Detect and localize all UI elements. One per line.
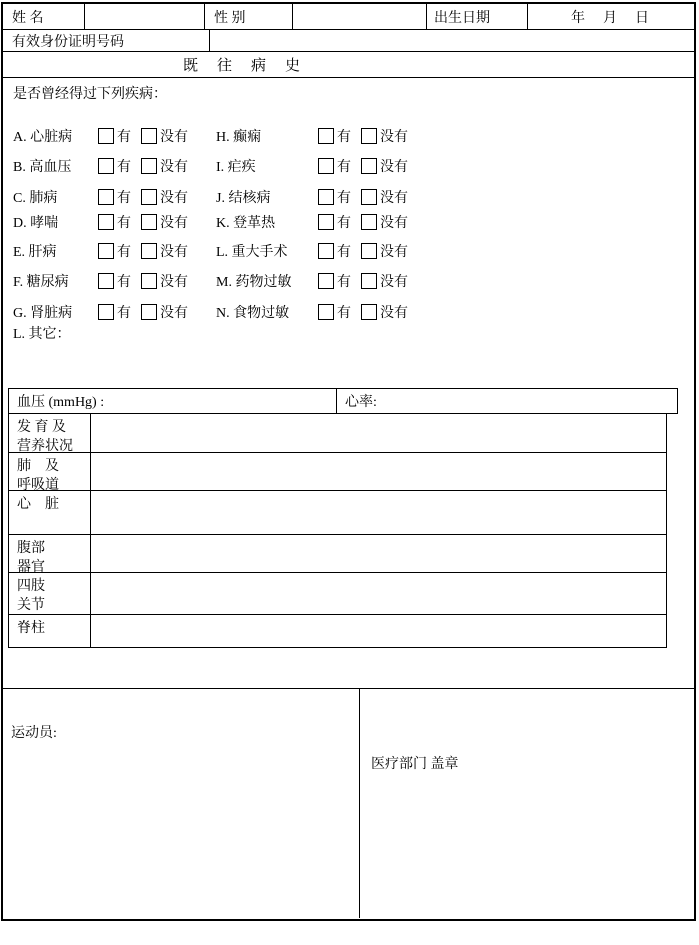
name-input-cell[interactable] [85, 4, 205, 29]
gender-label: 性 别 [214, 10, 246, 26]
exam-value-development[interactable] [91, 414, 666, 452]
disease-f-checkbox-group [98, 271, 216, 291]
exam-label-limbs [9, 573, 91, 614]
id-input-cell[interactable] [210, 30, 694, 51]
exam-label-line1: 脊柱 [17, 621, 45, 636]
disease-b-label: B. 高血压 [13, 160, 72, 175]
exam-row-heart [9, 491, 666, 535]
disease-d-label: D. 哮喘 [13, 216, 59, 231]
yes-label: 有 [117, 160, 131, 175]
disease-a-label: A. 心脏病 [13, 130, 73, 145]
header-row-1 [3, 4, 694, 30]
exam-label-line1: 肺 及 [17, 459, 59, 474]
exam-label-line1: 腹部 [17, 541, 45, 556]
athlete-signature-cell[interactable] [3, 689, 360, 918]
disease-a-no-checkbox[interactable] [141, 128, 157, 144]
disease-h-no-checkbox[interactable] [361, 128, 377, 144]
id-label: 有效身份证明号码 [12, 34, 124, 50]
exam-value-heart[interactable] [91, 491, 666, 534]
yes-label: 有 [337, 160, 351, 175]
exam-label-heart [9, 491, 91, 534]
name-label-cell [3, 4, 85, 29]
exam-label-abdomen [9, 535, 91, 575]
no-label: 没有 [380, 130, 408, 145]
disease-a-checkbox-group [98, 126, 216, 146]
gender-label-cell [205, 4, 293, 29]
disease-i-label: I. 疟疾 [216, 160, 256, 175]
disease-h-yes-checkbox[interactable] [318, 128, 334, 144]
disease-d-no-checkbox[interactable] [141, 214, 157, 230]
disease-h-label: H. 癫痫 [216, 130, 262, 145]
dob-label-cell [427, 4, 528, 29]
yes-label: 有 [117, 245, 131, 260]
exam-value-spine[interactable] [91, 615, 666, 647]
disease-c-no-checkbox[interactable] [141, 189, 157, 205]
disease-row-b-i [13, 157, 408, 175]
yes-label: 有 [117, 275, 131, 290]
disease-b-checkbox-group [98, 156, 216, 176]
disease-e-no-checkbox[interactable] [141, 243, 157, 259]
dob-label: 出生日期 [434, 10, 490, 26]
no-label: 没有 [380, 245, 408, 260]
yes-label: 有 [337, 130, 351, 145]
blood-pressure-label: 血压 (mmHg) : [17, 395, 105, 410]
disease-row-c-j [13, 188, 408, 206]
disease-l-checkbox-group [318, 241, 408, 261]
yes-label: 有 [337, 191, 351, 206]
exam-value-lungs[interactable] [91, 453, 666, 490]
no-label: 没有 [380, 275, 408, 290]
disease-m-checkbox-group [318, 271, 408, 291]
disease-n-no-checkbox[interactable] [361, 304, 377, 320]
no-label: 没有 [380, 216, 408, 231]
yes-label: 有 [117, 130, 131, 145]
exam-label-line1: 发 育 及 [17, 420, 66, 435]
disease-g-checkbox-group [98, 302, 216, 322]
exam-value-limbs[interactable] [91, 573, 666, 614]
vitals-table [8, 388, 678, 414]
exam-label-line2: 器官 [17, 560, 45, 575]
yes-label: 有 [337, 216, 351, 231]
disease-m-label: M. 药物过敏 [216, 275, 292, 290]
disease-e-checkbox-group [98, 241, 216, 261]
disease-d-yes-checkbox[interactable] [98, 214, 114, 230]
yes-label: 有 [117, 306, 131, 321]
disease-i-yes-checkbox[interactable] [318, 158, 334, 174]
disease-f-yes-checkbox[interactable] [98, 273, 114, 289]
dob-input-cell[interactable] [528, 4, 694, 29]
exam-row-spine [9, 615, 666, 647]
yes-label: 有 [337, 306, 351, 321]
history-title-row [3, 52, 694, 78]
disease-f-no-checkbox[interactable] [141, 273, 157, 289]
disease-j-label: J. 结核病 [216, 191, 271, 206]
disease-l-no-checkbox[interactable] [361, 243, 377, 259]
disease-j-yes-checkbox[interactable] [318, 189, 334, 205]
disease-f-label: F. 糖尿病 [13, 275, 69, 290]
gender-input-cell[interactable] [293, 4, 427, 29]
no-label: 没有 [160, 306, 188, 321]
disease-b-no-checkbox[interactable] [141, 158, 157, 174]
yes-label: 有 [337, 245, 351, 260]
no-label: 没有 [160, 275, 188, 290]
name-label: 姓 名 [12, 10, 44, 26]
disease-intro: 是否曾经得过下列疾病： [13, 87, 167, 102]
disease-row-e-l [13, 242, 408, 260]
yes-label: 有 [337, 275, 351, 290]
disease-e-yes-checkbox[interactable] [98, 243, 114, 259]
disease-n-checkbox-group [318, 302, 408, 322]
disease-j-no-checkbox[interactable] [361, 189, 377, 205]
no-label: 没有 [160, 245, 188, 260]
exam-table [8, 414, 667, 648]
no-label: 没有 [380, 191, 408, 206]
disease-n-label: N. 食物过敏 [216, 306, 290, 321]
yes-label: 有 [117, 191, 131, 206]
disease-k-no-checkbox[interactable] [361, 214, 377, 230]
blood-pressure-cell[interactable] [9, 389, 337, 413]
history-title: 既 往 病 史 [183, 58, 303, 74]
exam-value-abdomen[interactable] [91, 535, 666, 572]
disease-e-label: E. 肝病 [13, 245, 57, 260]
disease-g-label: G. 肾脏病 [13, 306, 73, 321]
medical-seal-cell[interactable] [360, 689, 694, 918]
no-label: 没有 [380, 306, 408, 321]
heart-rate-label: 心率: [345, 395, 377, 410]
disease-i-no-checkbox[interactable] [361, 158, 377, 174]
exam-label-spine [9, 615, 91, 647]
exam-label-line2: 关节 [17, 598, 45, 613]
disease-k-label: K. 登革热 [216, 216, 276, 231]
exam-label-line1: 四肢 [17, 579, 45, 594]
no-label: 没有 [160, 130, 188, 145]
yes-label: 有 [117, 216, 131, 231]
disease-h-checkbox-group [318, 126, 408, 146]
disease-k-checkbox-group [318, 212, 408, 232]
disease-b-yes-checkbox[interactable] [98, 158, 114, 174]
disease-a-yes-checkbox[interactable] [98, 128, 114, 144]
disease-row-d-k [13, 213, 408, 231]
heart-rate-cell[interactable] [337, 389, 677, 413]
no-label: 没有 [160, 216, 188, 231]
disease-n-yes-checkbox[interactable] [318, 304, 334, 320]
no-label: 没有 [160, 160, 188, 175]
exam-row-limbs [9, 573, 666, 615]
disease-row-g-n [13, 303, 408, 321]
id-label-cell [3, 30, 210, 51]
no-label: 没有 [380, 160, 408, 175]
disease-c-checkbox-group [98, 187, 216, 207]
exam-label-line2: 营养状况 [17, 439, 73, 454]
exam-label-development [9, 414, 91, 452]
disease-m-no-checkbox[interactable] [361, 273, 377, 289]
disease-l-label: L. 重大手术 [216, 245, 288, 260]
disease-checklist-section [3, 78, 694, 384]
disease-c-yes-checkbox[interactable] [98, 189, 114, 205]
disease-c-label: C. 肺病 [13, 191, 58, 206]
dob-hint: 年 月 日 [571, 10, 651, 26]
disease-row-a-h [13, 127, 408, 145]
exam-label-line2: 呼吸道 [17, 478, 59, 493]
exam-row-development [9, 414, 666, 453]
disease-i-checkbox-group [318, 156, 408, 176]
disease-row-f-m [13, 272, 408, 290]
exam-label-lungs [9, 453, 91, 493]
disease-g-yes-checkbox[interactable] [98, 304, 114, 320]
header-row-2 [3, 30, 694, 52]
disease-k-yes-checkbox[interactable] [318, 214, 334, 230]
disease-other-label[interactable]: L. 其它： [13, 327, 71, 342]
exam-row-lungs [9, 453, 666, 491]
history-title-cell [3, 52, 694, 77]
disease-d-checkbox-group [98, 212, 216, 232]
disease-j-checkbox-group [318, 187, 408, 207]
exam-row-abdomen [9, 535, 666, 573]
disease-g-no-checkbox[interactable] [141, 304, 157, 320]
signature-section [3, 688, 694, 918]
disease-l-yes-checkbox[interactable] [318, 243, 334, 259]
athlete-label: 运动员: [11, 726, 57, 741]
seal-label: 医疗部门 盖章 [371, 757, 459, 772]
no-label: 没有 [160, 191, 188, 206]
exam-label-line1: 心 脏 [17, 497, 59, 512]
disease-m-yes-checkbox[interactable] [318, 273, 334, 289]
